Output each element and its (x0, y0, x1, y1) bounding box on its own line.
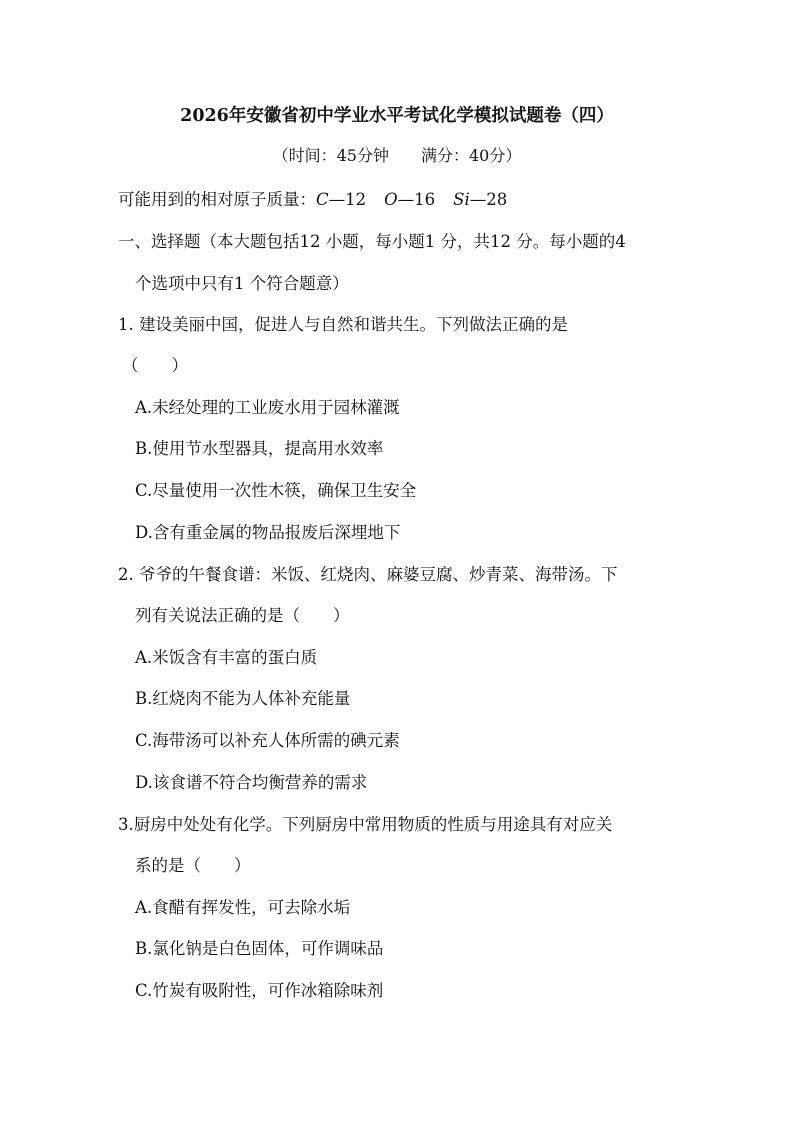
question-1-option-b: B.使用节水型器具，提高用水效率 (135, 439, 384, 458)
section-heading-line2: 个选项中只有1 个符合题意） (135, 274, 349, 293)
exam-subtitle: （时间：45分钟 满分：40分） (272, 146, 522, 165)
question-3-option-a: A.食醋有挥发性，可去除水垢 (135, 898, 351, 917)
question-2-stem: 2. 爷爷的午餐食谱：米饭、红烧肉、麻婆豆腐、炒青菜、海带汤。下 (118, 565, 618, 584)
question-1-blank: （ ） (122, 356, 188, 375)
atomic-mass-line (118, 188, 507, 212)
question-2-option-b: B.红烧肉不能为人体补充能量 (135, 689, 351, 708)
atom-element: O (384, 190, 398, 209)
atom-element: Si (453, 190, 470, 209)
atom-value: —28 (469, 190, 508, 209)
question-1-option-d: D.含有重金属的物品报废后深埋地下 (135, 523, 401, 542)
atomic-mass-label: 可能用到的相对原子质量： (118, 190, 316, 209)
question-3-stem: 3.厨房中处处有化学。下列厨房中常用物质的性质与用途具有对应关 (118, 815, 613, 834)
question-1-stem: 1. 建设美丽中国，促进人与自然和谐共生。下列做法正确的是 (118, 315, 568, 334)
question-1-option-c: C.尽量使用一次性木筷，确保卫生安全 (135, 481, 417, 500)
section-heading-line1: 一、选择题（本大题包括12 小题，每小题1 分，共12 分。每小题的4 (118, 232, 626, 251)
question-2-option-d: D.该食谱不符合均衡营养的需求 (135, 773, 368, 792)
question-1-option-a: A.未经处理的工业废水用于园林灌溉 (135, 398, 400, 417)
question-2-stem-cont: 列有关说法正确的是（ ） (135, 606, 350, 625)
exam-title: 2026年安徽省初中学业水平考试化学模拟试题卷（四） (180, 106, 614, 126)
question-3-stem-cont: 系的是（ ） (135, 856, 251, 875)
atom-element: C (316, 190, 329, 209)
question-2-option-a: A.米饭含有丰富的蛋白质 (135, 648, 318, 667)
atom-value: —12 (328, 190, 367, 209)
question-2-option-c: C.海带汤可以补充人体所需的碘元素 (135, 731, 400, 750)
question-3-option-c: C.竹炭有吸附性，可作冰箱除味剂 (135, 981, 384, 1000)
question-3-option-b: B.氯化钠是白色固体，可作调味品 (135, 939, 384, 958)
atom-value: —16 (397, 190, 436, 209)
